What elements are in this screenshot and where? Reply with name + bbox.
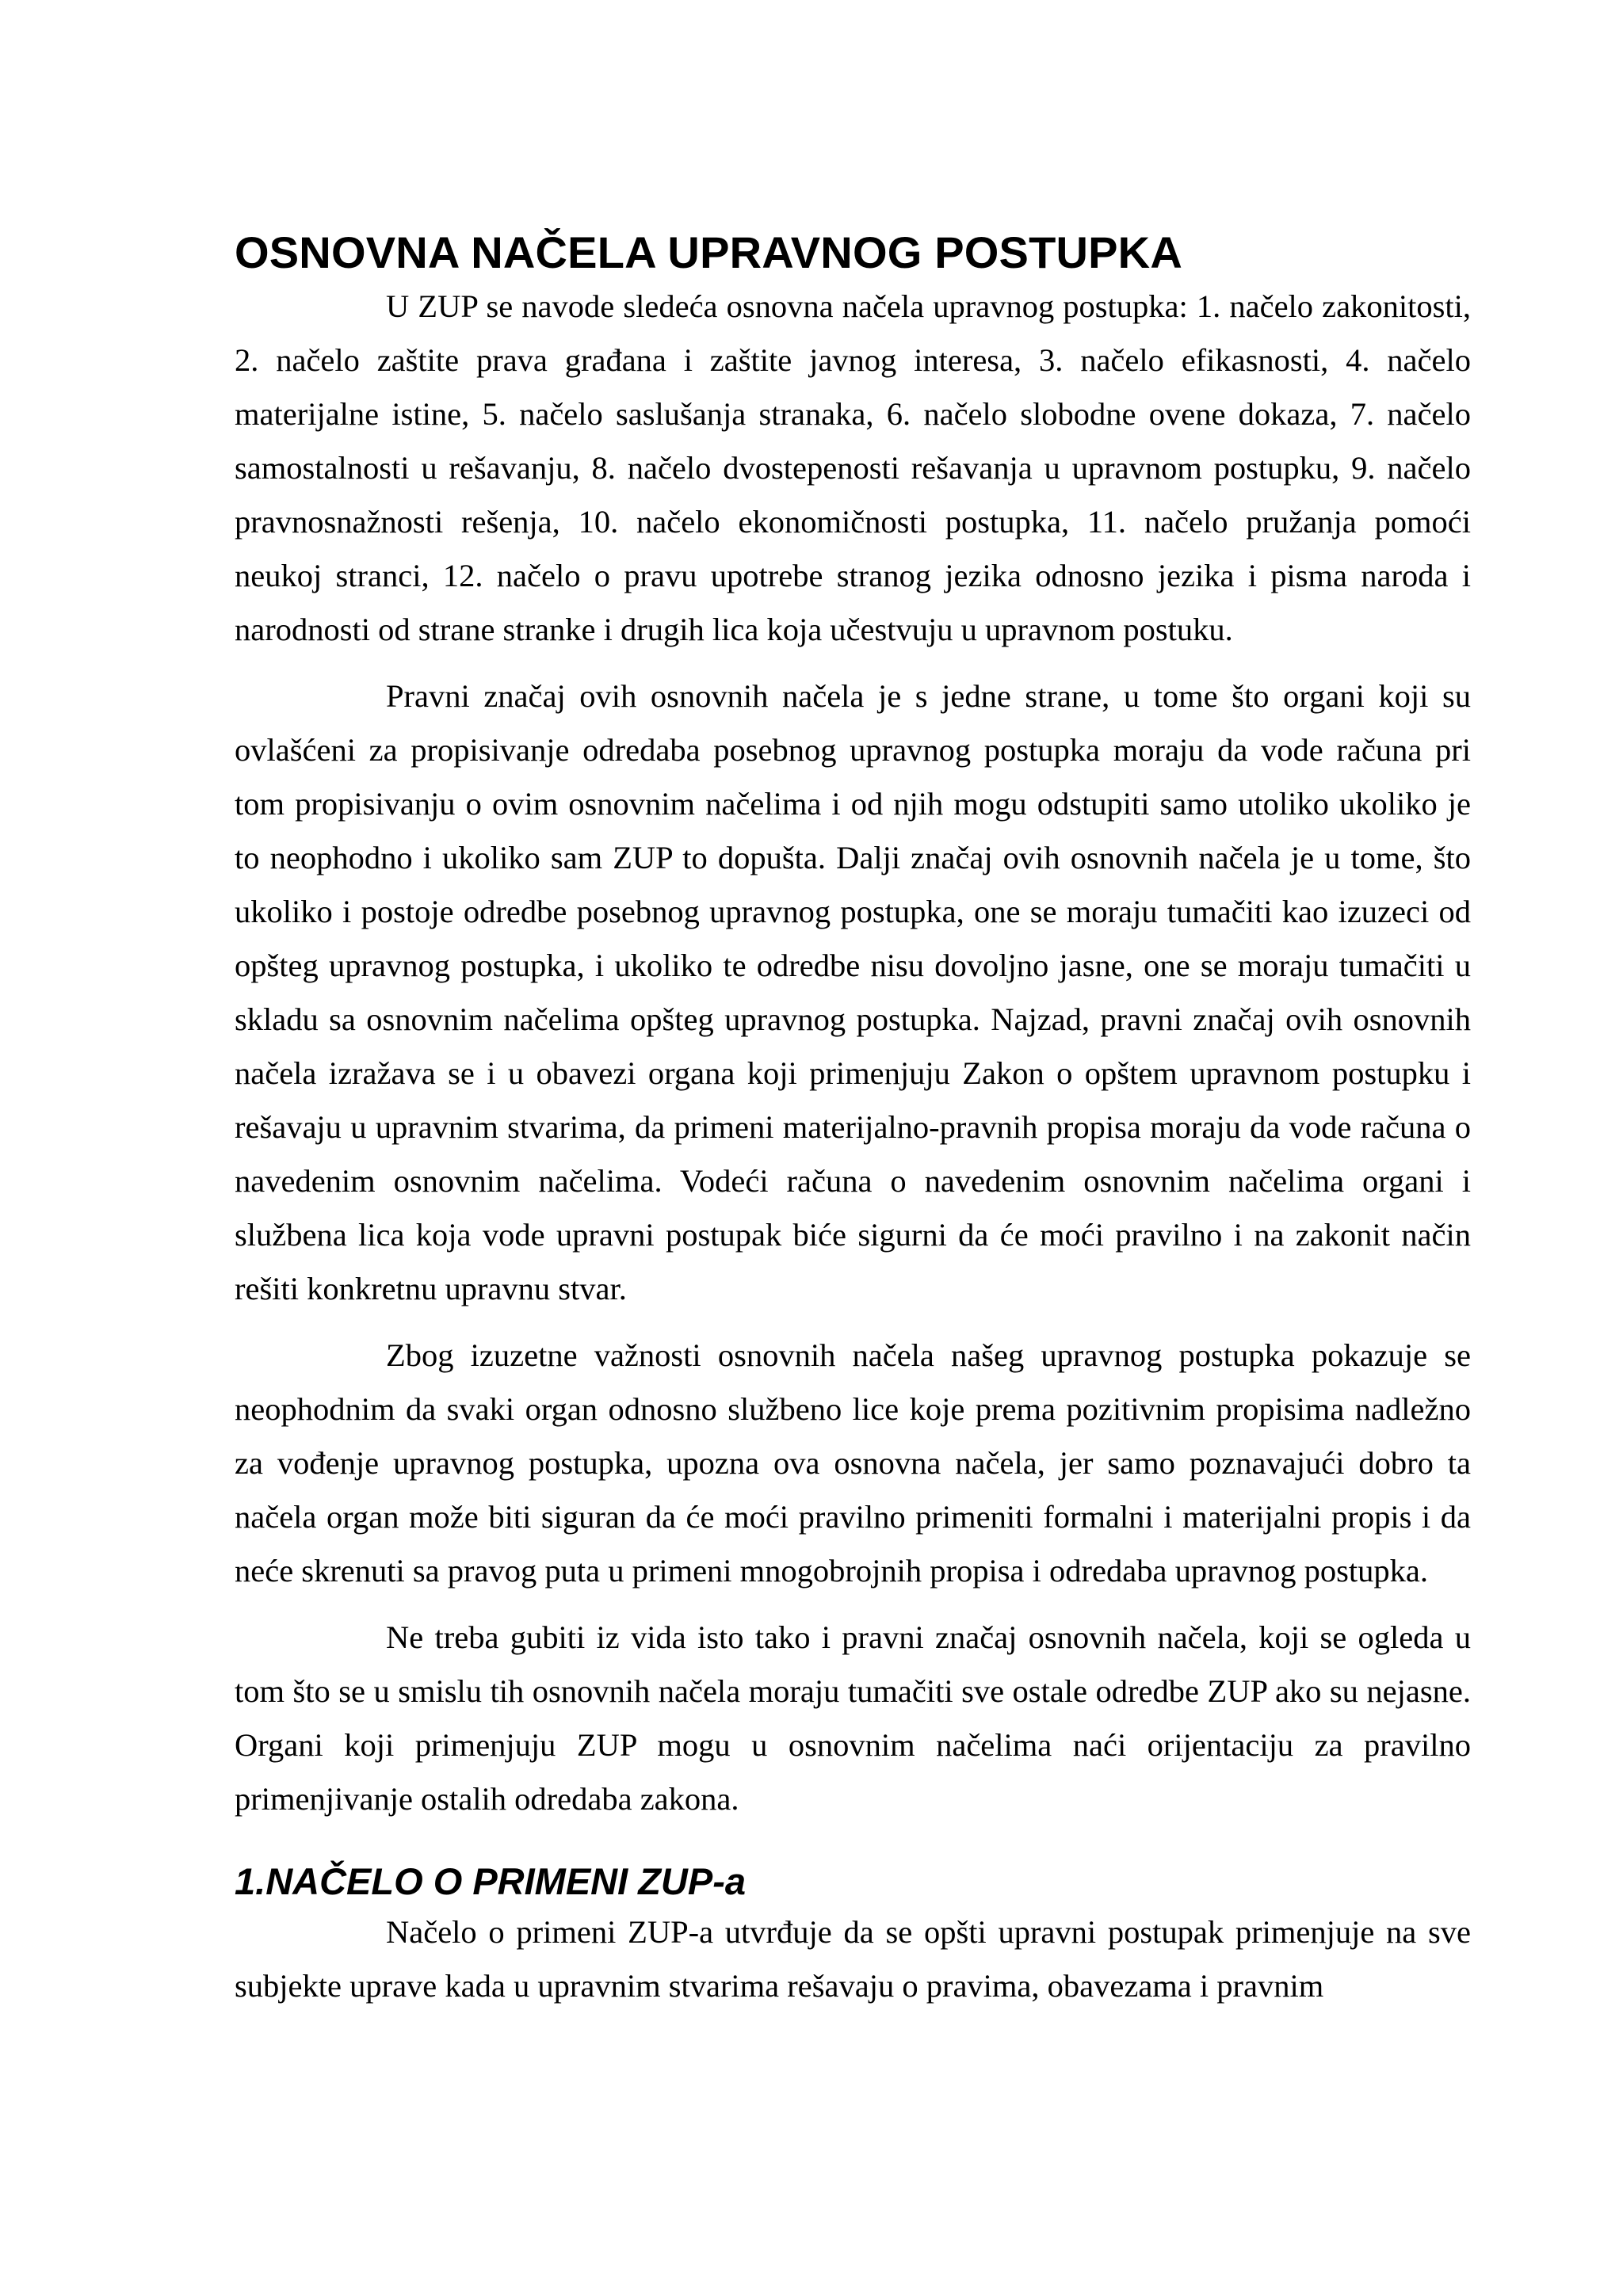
section-paragraph: Načelo o primeni ZUP-a utvrđuje da se opšti upravni postupak primenjuje na sve subjekte uprave kada u upravnim stvarima rešavaju o pravima, obavezama i pravnim xyxy=(235,1914,1471,2004)
document-content xyxy=(235,224,1471,2013)
paragraph-4: Ne treba gubiti iz vida isto tako i pravni značaj osnovnih načela, koji se ogleda u tom što se u smislu tih osnovnih načela moraju tumačiti sve ostale odredbe ZUP ako su nejasne. Organi koji primenjuju ZUP mogu u osnovnim načelima naći orijentaciju za pravilno primenjivanje ostalih odredaba zakona. xyxy=(235,1619,1471,1817)
paragraph-2: Pravni značaj ovih osnovnih načela je s jedne strane, u tome što organi koji su ovlašćeni za propisivanje odredaba posebnog upravnog postupka moraju da vode računa pri tom propisivanju o ovim osnovnim načelima i od njih mogu odstupiti samo utoliko ukoliko je to neophodno i ukoliko sam ZUP to dopušta. Dalji značaj ovih osnovnih načela je u tome, što ukoliko i postoje odredbe posebnog upravnog postupka, one se moraju tumačiti kao izuzeci od opšteg upravnog postupka, i ukoliko te odredbe nisu dovoljno jasne, one se moraju tumačiti u skladu sa osnovnim načelima opšteg upravnog postupka. Najzad, pravni značaj ovih osnovnih načela izražava se i u obavezi organa koji primenjuju Zakon o opštem upravnom postupku i rešavaju u upravnim stvarima, da primeni materijalno-pravnih propisa moraju da vode računa o navedenim osnovnim načelima. Vodeći računa o navedenim osnovnim načelima organi i službena lica koja vode upravni postupak biće sigurni da će moći pravilno i na zakonit način rešiti konkretnu upravnu stvar. xyxy=(235,678,1471,1306)
section-heading: 1.NAČELO O PRIMENI ZUP-a xyxy=(235,1860,747,1902)
paragraph-3: Zbog izuzetne važnosti osnovnih načela našeg upravnog postupka pokazuje se neophodnim da svaki organ odnosno službeno lice koje prema pozitivnim propisima nadležno za vođenje upravnog postupka, upozna ova osnovna načela, jer samo poznavajući dobro ta načela organ može biti siguran da će moći pravilno primeniti formalni i materijalni propis i da neće skrenuti sa pravog puta u primeni mnogobrojnih propisa i odredaba upravnog postupka. xyxy=(235,1337,1471,1589)
paragraph-1: U ZUP se navode sledeća osnovna načela upravnog postupka: 1. načelo zakonitosti, 2. načelo zaštite prava građana i zaštite javnog interesa, 3. načelo efikasnosti, 4. načelo materijalne istine, 5. načelo saslušanja stranaka, 6. načelo slobodne ovene dokaza, 7. načelo samostalnosti u rešavanju, 8. načelo dvostepenosti rešavanja u upravnom postupku, 9. načelo pravnosnažnosti rešenja, 10. načelo ekonomičnosti postupka, 11. načelo pružanja pomoći neukoj stranci, 12. načelo o pravu upotrebe stranog jezika odnosno jezika i pisma naroda i narodnosti od strane stranke i drugih lica koja učestvuju u upravnom postuku. xyxy=(235,288,1471,647)
document-title: OSNOVNA NAČELA UPRAVNOG POSTUPKA xyxy=(235,227,1182,277)
